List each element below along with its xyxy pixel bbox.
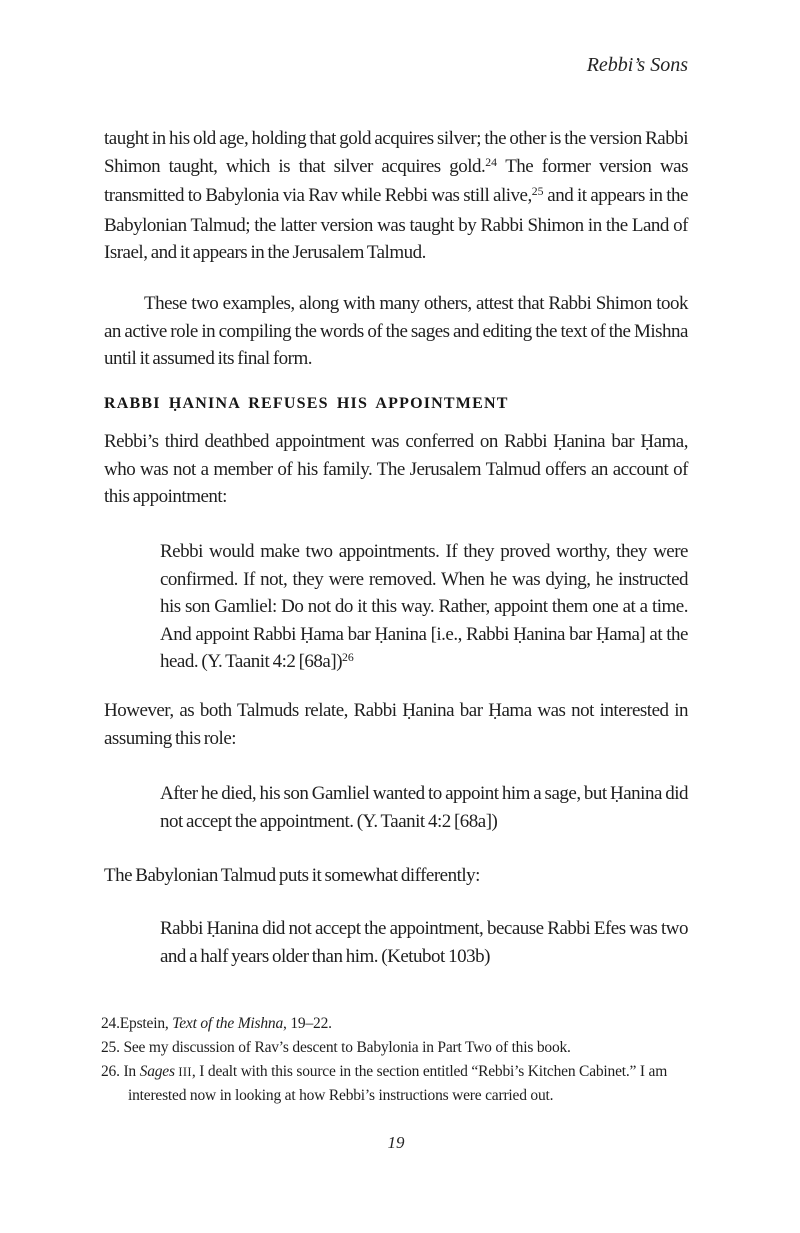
footnote <box>101 1036 693 1060</box>
block-quote: After he died, his son Gamliel wanted to appoint him a sage, but Ḥanina did not accept the appointment. (Y. Taanit 4:2 [68a]) <box>160 783 688 832</box>
footnote <box>101 1060 693 1108</box>
block-quote: Rabbi Ḥanina did not accept the appointment, because Rabbi Efes was two and a half years older than him. (Ketubot 103b) <box>160 918 688 967</box>
footnote-text: , 19–22. <box>283 1015 332 1032</box>
paragraph-text: and it appears in the Babylonian Talmud; the latter version was taught by Rabbi Shimon in the Land of Israel, and it appears in the Jerusalem Talmud. <box>104 185 688 263</box>
paragraph-continuation <box>104 125 688 267</box>
paragraph: However, as both Talmuds relate, Rabbi Ḥanina bar Ḥama was not interested in assuming this role: <box>104 700 688 749</box>
footnote-number: 26. <box>101 1063 120 1080</box>
paragraph: Rebbi’s third deathbed appointment was conferred on Rabbi Ḥanina bar Ḥama, who was not a member of his family. The Jerusalem Talmud offers an account of this appointment: <box>104 431 688 507</box>
section-heading: RABBI ḤANINA REFUSES HIS APPOINTMENT <box>104 395 509 412</box>
paragraph: The Babylonian Talmud puts it somewhat differently: <box>104 865 480 886</box>
footnote-number: 24. <box>101 1015 120 1032</box>
footnote-text: In <box>119 1063 140 1080</box>
paragraph: These two examples, along with many others, attest that Rabbi Shimon took an active role in compiling the words of the sages and editing the text of the Mishna until it assumed its final form. <box>104 293 688 369</box>
footnote-volume-numeral: III <box>174 1065 192 1079</box>
footnote-ref-24: 24 <box>485 155 497 169</box>
footnote-ref-25: 25 <box>531 185 544 199</box>
quote-text: Rebbi would make two appointments. If they proved worthy, they were confirmed. If not, they were removed. When he was dying, he instructed his son Gamliel: Do not do it this way. Rather, appoint them one at a time. And appoint Rabbi Ḥama bar Ḥanina [i.e., Rabbi Ḥanina bar Ḥama] at the head. (Y. Taanit 4:2 [68a]) <box>160 541 688 672</box>
footnote-text: Epstein, <box>119 1015 173 1032</box>
running-header: Rebbi’s Sons <box>586 54 688 76</box>
page-number: 19 <box>387 1133 405 1152</box>
footnotes-section <box>101 1012 693 1108</box>
footnote <box>101 1012 693 1036</box>
footnote-work-title: Text of the Mishna <box>172 1015 284 1032</box>
block-quote <box>160 538 688 678</box>
footnote-text: See my discussion of Rav’s descent to Babylonia in Part Two of this book. <box>119 1039 571 1056</box>
footnote-work-title: Sages <box>139 1063 175 1080</box>
paragraph-text: The former version was transmitted to Babylonia via Rav while Rebbi was still alive, <box>104 155 688 206</box>
paragraph-text: taught in his old age, holding that gold acquires silver; the other is the version Rabbi Shimon taught, which is that silver acquires gold. <box>104 128 688 177</box>
footnote-ref-26: 26 <box>342 651 354 665</box>
footnote-text: , I dealt with this source in the section entitled “Rebbi’s Kitchen Cabinet.” I am interested now in looking at how Rebbi’s instructions were carried out. <box>128 1063 668 1104</box>
footnote-number: 25. <box>101 1039 120 1056</box>
